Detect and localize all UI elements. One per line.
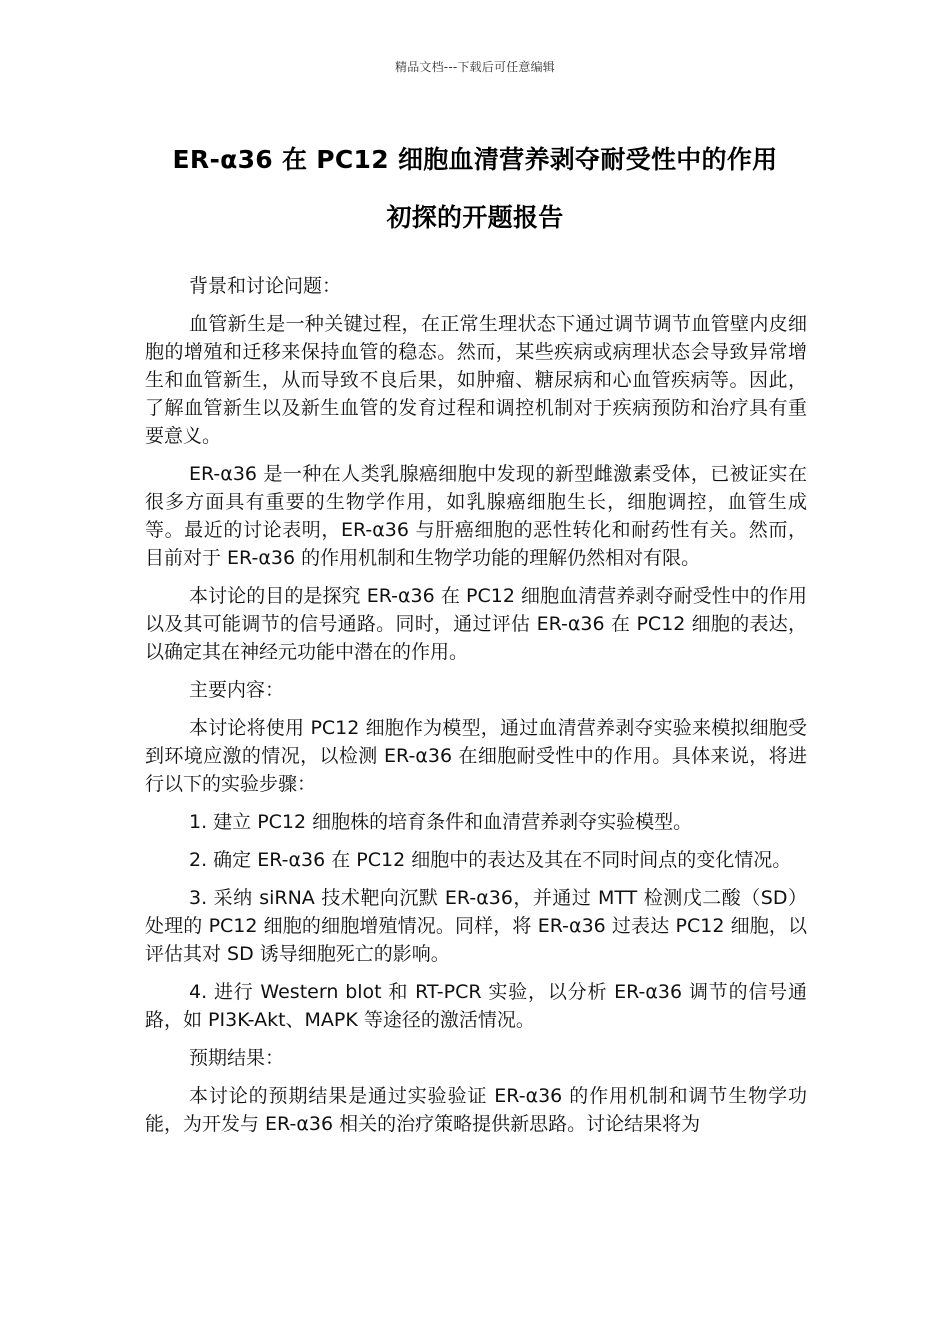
section-heading-expected: 预期结果： [189,1047,285,1069]
paragraph-er-alpha36: ER-α36 是一种在人类乳腺癌细胞中发现的新型雌激素受体，已被证实在很多方面具有重要的生物学作用，如乳腺癌细胞生长，细胞调控，血管生成等。最近的讨论表明，ER-α36 与肝癌细胞的恶性转化和耐药性有关。然而，目前对于 ER-α36 的作用机制和生物学功能的理解仍然相对有限。 [145,463,807,569]
step-1: 1. 建立 PC12 细胞株的培育条件和血清营养剥夺实验模型。 [189,811,693,833]
section-heading-background: 背景和讨论问题： [189,275,342,297]
paragraph-method: 本讨论将使用 PC12 细胞作为模型，通过血清营养剥夺实验来模拟细胞受到环境应激的情况，以检测 ER-α36 在细胞耐受性中的作用。具体来说，将进行以下的实验步骤： [145,717,807,795]
header-note: 精品文档---下载后可任意编辑 [395,60,555,74]
document-body [145,272,807,1148]
step-3: 3. 采纳 siRNA 技术靶向沉默 ER-α36，并通过 MTT 检测戊二酸（SD）处理的 PC12 细胞的细胞增殖情况。同样，将 ER-α36 过表达 PC12 细胞，以评估其对 SD 诱导细胞死亡的影响。 [145,887,807,965]
document-title-line1: ER-α36 在 PC12 细胞血清营养剥夺耐受性中的作用 [172,145,778,174]
document-title-line2: 初探的开题报告 [386,203,564,232]
step-2: 2. 确定 ER-α36 在 PC12 细胞中的表达及其在不同时间点的变化情况。 [189,849,792,871]
step-4: 4. 进行 Western blot 和 RT-PCR 实验，以分析 ER-α36 调节的信号通路，如 PI3K-Akt、MAPK 等途径的激活情况。 [145,981,807,1031]
paragraph-angiogenesis: 血管新生是一种关键过程，在正常生理状态下通过调节调节血管壁内皮细胞的增殖和迁移来保持血管的稳态。然而，某些疾病或病理状态会导致异常增生和血管新生，从而导致不良后果，如肿瘤、糖尿病和心血管疾病等。因此，了解血管新生以及新生血管的发育过程和调控机制对于疾病预防和治疗具有重要意义。 [145,313,807,447]
paragraph-objective: 本讨论的目的是探究 ER-α36 在 PC12 细胞血清营养剥夺耐受性中的作用以及其可能调节的信号通路。同时，通过评估 ER-α36 在 PC12 细胞的表达，以确定其在神经元功能中潜在的作用。 [145,585,807,663]
paragraph-expected-results: 本讨论的预期结果是通过实验验证 ER-α36 的作用机制和调节生物学功能，为开发与 ER-α36 相关的治疗策略提供新思路。讨论结果将为 [145,1085,807,1135]
section-heading-content: 主要内容： [189,679,285,701]
